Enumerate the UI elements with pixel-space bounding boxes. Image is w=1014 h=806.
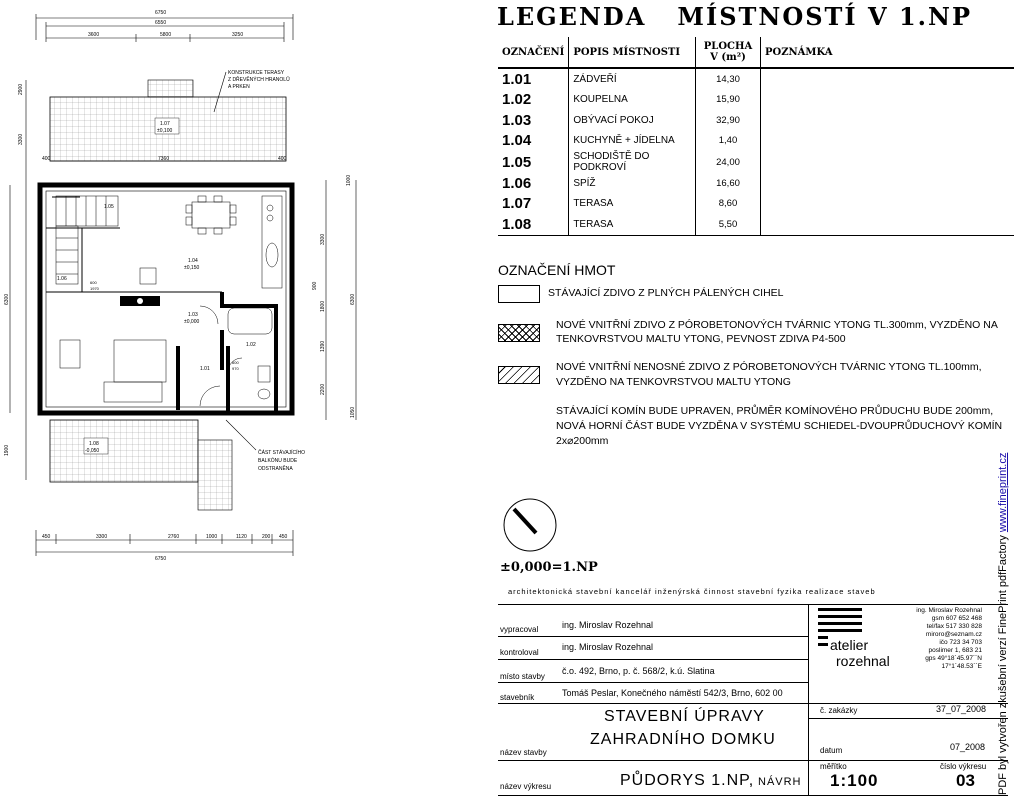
material-swatch-brick — [498, 285, 540, 303]
room-code: 1.05 — [502, 153, 532, 171]
floor-plan — [0, 0, 495, 570]
annot-balcony-1: ČÁST STÁVAJÍCÍHO — [258, 450, 306, 456]
dim-bottom-2: 3300 — [96, 534, 108, 540]
contact-line: gsm 607 652 468 — [931, 615, 982, 622]
logo-text-2: rozehnal — [836, 653, 890, 669]
tb-line — [808, 718, 1008, 719]
table-row — [498, 194, 1014, 215]
level-reference: ±0,000=1.NP — [500, 560, 598, 575]
room-name: TERASA — [569, 214, 696, 235]
contact-line: gps 49°18´45.97´´N — [925, 655, 982, 662]
value-stavebnik: Tomáš Peslar, Konečného náměstí 542/3, Brno, 602 00 — [562, 688, 783, 698]
contact-block — [870, 607, 982, 671]
room-level-104: ±0,150 — [184, 265, 200, 271]
watermark-text: PDF byl vytvořen zkušební verzí FinePrint pdfFactory — [997, 535, 1009, 795]
room-level-107: ±0,100 — [157, 128, 173, 134]
room-name: OBÝVACÍ POKOJ — [569, 110, 696, 131]
dim-right-5: 1390 — [320, 340, 326, 352]
label-cislo: číslo výkresu — [940, 762, 987, 771]
material-swatch-ytong100 — [498, 366, 540, 384]
chimney-note-3: 2x⌀200mm — [556, 435, 609, 447]
dimension-lines-bottom — [36, 530, 293, 556]
dim-left-1: 2900 — [18, 83, 24, 95]
label-misto: místo stavby — [500, 672, 545, 681]
value-misto: č.o. 492, Brno, p. č. 568/2, k.ú. Slatina — [562, 666, 715, 676]
dim-right-4: 1800 — [320, 300, 326, 312]
office-motto: architektonická stavební kancelář inženýrská činnost stavební fyzika realizace staveb — [508, 587, 876, 596]
material-ytong100-text2: VYZDĚNO NA TENKOVRSTVOU MALTU YTONG — [556, 376, 791, 388]
table-row — [498, 173, 1014, 194]
annot-terrace-1: KONSTRUKCE TERASY — [228, 70, 285, 76]
value-meritko: 1:100 — [830, 771, 879, 790]
tb-line — [498, 703, 1008, 704]
annot-terrace-2: Z DŘEVĚNÝCH HRANOLŮ — [228, 77, 290, 83]
kitchen-counter — [140, 196, 282, 288]
header-code: OZNAČENÍ — [498, 37, 569, 68]
dim-bottom-5: 1120 — [236, 534, 247, 540]
room-area: 15,90 — [696, 90, 761, 111]
chimney-note-2: NOVÁ HORNÍ ČÁST BUDE VYZDĚNA V SYSTÉMU SCHIEDEL-DVOUPRŮDUCHOVÝ KOMÍN — [556, 420, 1003, 432]
dim-top-2: 6550 — [155, 20, 167, 26]
room-name: TERASA — [569, 194, 696, 215]
table-row — [498, 110, 1014, 131]
value-vypracoval: ing. Miroslav Rozehnal — [562, 620, 654, 630]
dim-top-4: 5800 — [160, 32, 172, 38]
room-area: 16,60 — [696, 173, 761, 194]
room-label-105: 1.05 — [104, 204, 114, 210]
room-area: 1,40 — [696, 131, 761, 152]
room-area: 32,90 — [696, 110, 761, 131]
room-label-101: 1.01 — [200, 366, 210, 372]
room-note — [760, 68, 1014, 90]
dim-bottom-1: 450 — [42, 534, 51, 540]
partitions — [46, 197, 222, 292]
label-nazev-vykresu: název výkresu — [500, 782, 552, 791]
dim-right-3: 900 — [312, 281, 318, 290]
dim-right-8: 1050 — [350, 406, 356, 418]
material-ytong300-text1: NOVÉ VNITŘNÍ ZDIVO Z PÓROBETONOVÝCH TVÁRNIC YTONG TL.300mm, VYZDĚNO NA — [556, 319, 998, 331]
tb-line — [498, 659, 808, 660]
value-datum: 07_2008 — [950, 742, 986, 752]
room-code: 1.07 — [502, 195, 532, 213]
room-code: 1.03 — [502, 111, 532, 129]
room-note — [760, 131, 1014, 152]
dim-bottom-8: 6750 — [155, 556, 167, 562]
room-label-103: 1.03 — [188, 312, 198, 318]
dim-top-3: 3600 — [88, 32, 100, 38]
small-dim-2: 1970 — [90, 286, 99, 291]
dim-bottom-3: 2760 — [168, 534, 180, 540]
material-brick-text: STÁVAJÍCÍ ZDIVO Z PLNÝCH PÁLENÝCH CIHEL — [548, 287, 784, 299]
dim-left-2: 3300 — [18, 133, 24, 145]
room-level-103: ±0,000 — [184, 319, 200, 325]
room-label-102: 1.02 — [246, 342, 256, 348]
room-area: 24,00 — [696, 151, 761, 173]
dim-bottom-4: 1000 — [206, 534, 218, 540]
materials-title: OZNAČENÍ HMOT — [498, 262, 616, 278]
logo-text-1: atelier — [830, 637, 869, 653]
side-dim-3: 400 — [278, 156, 287, 162]
label-meritko: měřítko — [820, 762, 847, 771]
small-dim-3: 600 — [232, 360, 239, 365]
label-datum: datum — [820, 746, 843, 755]
room-label-107: 1.07 — [160, 121, 170, 127]
value-cislo: 03 — [956, 771, 975, 790]
tb-line — [498, 682, 808, 683]
dim-top-1: 6750 — [155, 10, 167, 16]
side-dim-2: 7360 — [158, 156, 170, 162]
bathroom-walls — [178, 292, 276, 412]
room-label-106: 1.06 — [57, 276, 67, 282]
dim-right-1: 1000 — [346, 174, 352, 186]
dim-right-6: 2200 — [320, 383, 326, 395]
room-area: 5,50 — [696, 214, 761, 235]
room-name: KOUPELNA — [569, 90, 696, 111]
terrace-108 — [50, 420, 198, 482]
room-code: 1.04 — [502, 132, 532, 150]
drawing-name-sub: NÁVRH — [758, 776, 802, 788]
room-area: 8,60 — [696, 194, 761, 215]
room-legend-table — [498, 37, 1014, 236]
dim-left-4: 1900 — [4, 444, 10, 456]
material-swatch-ytong300 — [498, 324, 540, 342]
room-label-104: 1.04 — [188, 258, 198, 264]
table-row — [498, 214, 1014, 235]
room-name: ZÁDVEŘÍ — [569, 68, 696, 90]
value-zakazky: 37_07_2008 — [936, 704, 987, 714]
dim-left-3: 6300 — [4, 293, 10, 305]
room-name: KUCHYNĚ + JÍDELNA — [569, 131, 696, 152]
watermark-link[interactable]: www.fineprint.cz — [997, 452, 1009, 533]
tb-line — [498, 636, 808, 637]
room-code: 1.06 — [502, 174, 532, 192]
room-note — [760, 110, 1014, 131]
watermark — [997, 453, 1009, 795]
chimney-note-1: STÁVAJÍCÍ KOMÍN BUDE UPRAVEN, PRŮMĚR KOMÍNOVÉHO PRŮDUCHU BUDE 200mm, — [556, 405, 994, 417]
table-row — [498, 90, 1014, 111]
building-name-2: ZAHRADNÍHO DOMKU — [590, 731, 776, 748]
legend-title: LEGENDA MÍSTNOSTÍ V 1.NP — [497, 2, 973, 31]
room-note — [760, 173, 1014, 194]
dim-bottom-7: 450 — [279, 534, 288, 540]
room-area: 14,30 — [696, 68, 761, 90]
material-ytong100-text1: NOVÉ VNITŘNÍ NENOSNÉ ZDIVO Z PÓROBETONOVÝCH TVÁRNIC YTONG TL.100mm, — [556, 361, 982, 373]
annot-balcony-3: ODSTRANĚNA — [258, 466, 293, 472]
contact-line: ičo 723 34 703 — [939, 639, 982, 646]
contact-line: 17°1´48.53´´E — [941, 663, 982, 670]
drawing-name: PŮDORYS 1.NP, — [620, 772, 755, 789]
annot-balcony-2: BALKÓNU BUDE — [258, 458, 298, 464]
contact-line: tel/fax 517 330 828 — [926, 623, 982, 630]
dim-right-7: 6300 — [350, 293, 356, 305]
label-vypracoval: vypracoval — [500, 625, 539, 634]
header-name: POPIS MÍSTNOSTI — [569, 37, 696, 68]
room-note — [760, 194, 1014, 215]
north-arrow-icon — [500, 495, 560, 555]
room-label-108: 1.08 — [89, 441, 99, 447]
room-note — [760, 90, 1014, 111]
table-row — [498, 131, 1014, 152]
label-nazev-stavby: název stavby — [500, 748, 547, 757]
contact-line: miroro@seznam.cz — [925, 631, 982, 638]
value-kontroloval: ing. Miroslav Rozehnal — [562, 642, 654, 652]
tb-vertical — [808, 604, 809, 795]
table-row — [498, 68, 1014, 90]
annot-terrace-3: A PRKEN — [228, 84, 250, 90]
header-area: PLOCHA V (m²) — [696, 37, 761, 68]
building-name-1: STAVEBNÍ ÚPRAVY — [604, 708, 765, 725]
room-note — [760, 214, 1014, 235]
tb-line — [498, 760, 1008, 761]
label-zakazky: č. zakázky — [820, 706, 858, 715]
label-kontroloval: kontroloval — [500, 648, 539, 657]
dim-top-5: 3250 — [232, 32, 244, 38]
small-dim-4: 970 — [232, 366, 239, 371]
room-name: SPÍŽ — [569, 173, 696, 194]
dim-bottom-6: 200 — [262, 534, 271, 540]
label-stavebnik: stavebník — [500, 693, 535, 702]
header-note: POZNÁMKA — [760, 37, 1014, 68]
room-code: 1.02 — [502, 91, 532, 109]
titleblock-border-top — [498, 604, 1008, 605]
room-name: SCHODIŠTĚ DO PODKROVÍ — [569, 151, 696, 173]
contact-line: poslimer 1, 683 21 — [928, 647, 982, 654]
table-row — [498, 151, 1014, 173]
small-dim-1: 600 — [90, 280, 97, 285]
contact-line: ing. Miroslav Rozehnal — [916, 607, 982, 614]
side-dim-1: 400 — [42, 156, 51, 162]
room-level-108: -0,050 — [85, 448, 100, 454]
tb-line-bottom — [498, 795, 1008, 796]
dining-table — [186, 196, 236, 234]
room-code: 1.01 — [502, 70, 532, 88]
dim-right-2: 3300 — [320, 233, 326, 245]
room-note — [760, 151, 1014, 173]
room-code: 1.08 — [498, 214, 569, 235]
material-ytong300-text2: TENKOVRSTVOU MALTU YTONG, PEVNOST ZDIVA P4-500 — [556, 333, 846, 345]
